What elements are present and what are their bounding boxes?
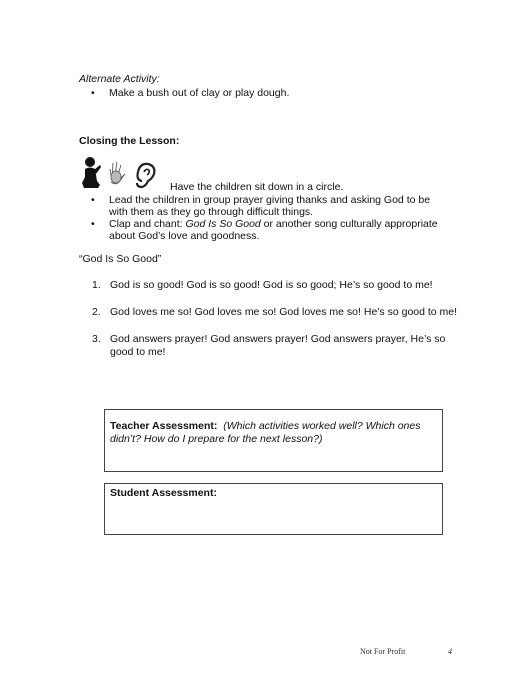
teacher-assessment-label: Teacher Assessment: [110,420,218,432]
closing-lesson-heading: Closing the Lesson: [79,135,180,147]
list-item: 2. God loves me so! God loves me so! God loves me so! He’s so good to me! [92,306,458,318]
list-item: • Lead the children in group prayer giving thanks and asking God to be with them as they go through difficult things. [91,194,441,218]
page-number: 4 [448,647,452,656]
teacher-assessment-box[interactable] [104,409,443,472]
list-item: • Make a bush out of clay or play dough. [91,87,289,99]
closing-first-line: Have the children sit down in a circle. [170,181,344,193]
list-item: 1. God is so good! God is so good! God is so good; He’s so good to me! [92,279,433,291]
teacher-assessment-prompt: (Which activities worked well? Which ones didn’t? How do I prepare for the next lesson?) [110,420,421,445]
praying-child-icon [82,157,101,188]
hand-icon [110,162,125,184]
footer-text: Not For Profit [360,647,406,656]
ear-icon [137,164,154,187]
song-verses [92,279,462,373]
closing-list [91,194,441,242]
alternate-activity-heading: Alternate Activity: [79,73,160,85]
alternate-activity-list [91,87,289,99]
list-item: 3. God answers prayer! God answers prayer! God answers prayer, He’s so good to me! [92,333,446,358]
student-assessment-box[interactable] [104,483,443,535]
list-item: • Clap and chant: God Is So Good or another song culturally appropriate about God’s love and goodness. [91,218,441,242]
song-title: “God Is So Good” [79,253,162,265]
student-assessment-label: Student Assessment: [110,487,217,499]
closing-icons [80,155,160,191]
